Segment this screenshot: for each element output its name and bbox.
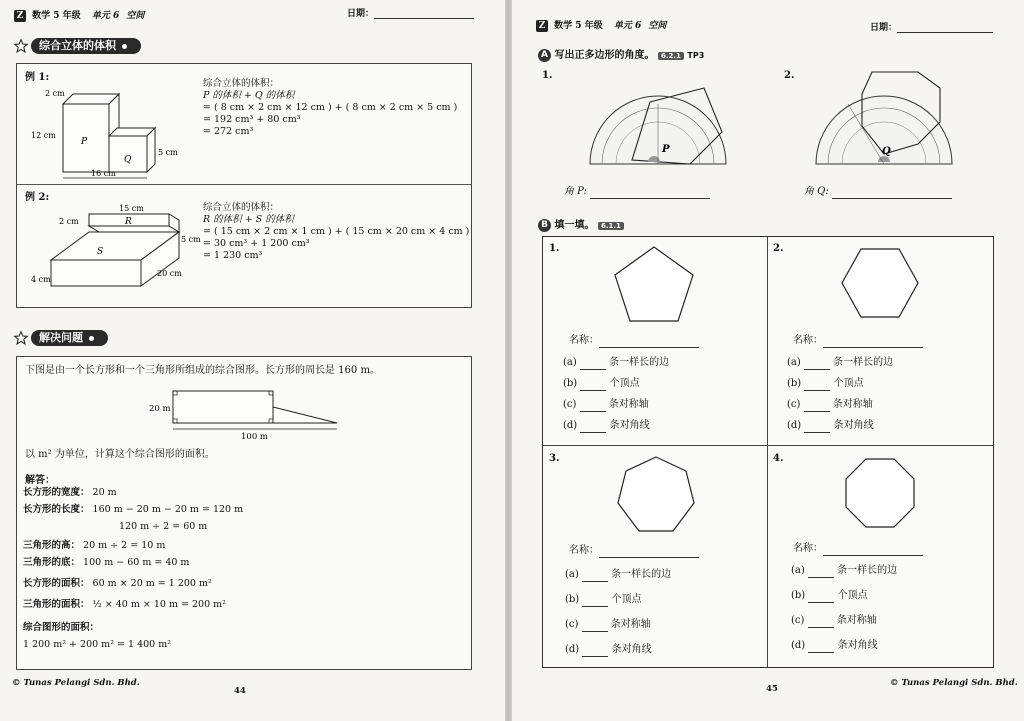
dim-ex2-b: 15 cm (119, 204, 144, 213)
answer-step: 长方形的长度： 160 m − 20 m − 20 m = 120 m (23, 504, 244, 515)
answer-row[interactable]: (d) 条对角线 (563, 420, 650, 431)
label-r: R (125, 217, 132, 227)
answer-label: 解答： (25, 475, 55, 486)
section-title-text: 解决问题 (39, 331, 83, 344)
fill-in-grid (542, 236, 994, 668)
working-line: = ( 8 cm × 2 cm × 12 cm ) + ( 8 cm × 2 cm × 5 cm ) (203, 101, 458, 113)
label-q: Q (124, 155, 132, 165)
answer-rows (791, 565, 897, 665)
answer-rows (787, 357, 893, 441)
answer-row[interactable]: (a) 条一样长的边 (791, 565, 898, 576)
grid-cell-heptagon (543, 445, 767, 667)
example-1-label: 例 1: (25, 72, 50, 83)
label-s: S (97, 247, 104, 257)
shape-name-field[interactable]: 名称： (569, 545, 699, 558)
section-title-problem (14, 330, 108, 346)
answer-step: 1 200 m² + 200 m² = 1 400 m² (23, 639, 172, 650)
dim-ex1-a: 2 cm (45, 89, 65, 98)
header-unit-name: 空间 (126, 11, 145, 21)
dim-ex1-c: 5 cm (158, 148, 178, 157)
dim-ex2-d: 4 cm (31, 275, 51, 284)
fig-width: 100 m (241, 432, 268, 442)
answer-row[interactable]: (b) 个顶点 (565, 594, 642, 605)
working-line: P 的体积 + Q 的体积 (203, 89, 295, 101)
working-line: 综合立体的体积： (203, 78, 280, 89)
angle-p-answer[interactable]: 角 P: (564, 186, 710, 199)
hexagon-shape (835, 243, 925, 327)
answer-row[interactable]: (d) 条对角线 (787, 420, 874, 431)
section-a-title (538, 46, 704, 62)
example-2-figure (27, 202, 201, 302)
answer-step: 三角形的面积： ½ × 40 m × 10 m = 200 m² (23, 599, 226, 610)
copyright: © Tunas Pelangi Sdn. Bhd. (890, 678, 1018, 688)
dim-ex2-a: 2 cm (59, 217, 79, 226)
label-p: P (81, 137, 88, 147)
page-header (14, 8, 144, 22)
example-2-working (203, 202, 469, 261)
shape-name-field[interactable]: 名称： (569, 335, 699, 348)
heptagon-shape (611, 453, 701, 539)
page-number: 44 (234, 686, 246, 696)
left-page (0, 0, 505, 721)
skill-tag: 6.2.1 (658, 52, 684, 60)
examples-box (16, 63, 472, 308)
star-icon (14, 331, 28, 345)
section-title-text: 综合立体的体积 (39, 39, 116, 52)
answer-row[interactable]: (d) 条对角线 (791, 640, 878, 651)
answer-row[interactable]: (b) 个顶点 (787, 378, 864, 389)
section-a-text: 写出正多边形的角度。 (554, 50, 655, 61)
copyright: © Tunas Pelangi Sdn. Bhd. (12, 678, 140, 688)
cell-number: 1. (549, 243, 560, 254)
publisher-logo: Z (536, 20, 548, 32)
answer-row[interactable]: (a) 条一样长的边 (565, 569, 672, 580)
octagon-shape (835, 453, 925, 539)
example-1-working (203, 78, 457, 137)
answer-step: 三角形的底： 100 m − 60 m = 40 m (23, 557, 190, 568)
answer-step: 三角形的高： 20 m ÷ 2 = 10 m (23, 540, 166, 551)
pentagon-shape (609, 243, 699, 327)
dim-ex2-e: 20 cm (157, 269, 182, 278)
tp-level: TP3 (687, 51, 705, 60)
skill-tag: 6.1.1 (598, 222, 624, 230)
problem-box (16, 356, 472, 670)
date-label: 日期： (870, 20, 993, 33)
working-line: R 的体积 + S 的体积 (203, 213, 294, 225)
answer-row[interactable]: (b) 个顶点 (563, 378, 640, 389)
cell-number: 4. (773, 453, 784, 464)
answer-step: 综合图形的面积： (23, 622, 100, 633)
header-title: 数学 5 年级 (32, 11, 81, 21)
answer-step: 120 m ÷ 2 = 60 m (119, 521, 208, 532)
working-line: = 272 cm³ (203, 125, 254, 137)
dim-ex2-c: 5 cm (181, 235, 201, 244)
vertex-p: P (662, 144, 670, 155)
answer-row[interactable]: (c) 条对称轴 (791, 615, 877, 626)
grid-cell-pentagon (543, 237, 767, 445)
shape-name-field[interactable]: 名称： (793, 335, 923, 348)
answer-row[interactable]: (c) 条对称轴 (565, 619, 651, 630)
example-1-figure (31, 82, 187, 182)
working-line: = ( 15 cm × 2 cm × 1 cm ) + ( 15 cm × 20 cm × 4 cm ) (203, 225, 470, 237)
working-line: = 1 230 cm³ (203, 249, 263, 261)
right-page (512, 0, 1024, 721)
date-label: 日期： (347, 6, 474, 19)
answer-step: 长方形的宽度： 20 m (23, 487, 117, 498)
answer-steps (23, 487, 243, 656)
divider (17, 184, 471, 185)
fig-height: 20 m (149, 404, 171, 414)
publisher-logo: Z (14, 10, 26, 22)
dim-ex1-d: 16 cm (91, 169, 116, 178)
answer-row[interactable]: (a) 条一样长的边 (787, 357, 894, 368)
header-unit: 单元 6 (613, 21, 642, 31)
section-b-title (538, 216, 624, 232)
section-letter-b: B (538, 219, 551, 232)
answer-row[interactable]: (c) 条对称轴 (563, 399, 649, 410)
example-2-label: 例 2: (25, 192, 50, 203)
shape-name-field[interactable]: 名称： (793, 543, 923, 556)
section-title-volume (14, 38, 141, 54)
answer-rows (563, 357, 669, 441)
working-line: = 30 cm³ + 1 200 cm³ (203, 237, 310, 249)
cell-number: 3. (549, 453, 560, 464)
answer-row[interactable]: (d) 条对角线 (565, 644, 652, 655)
section-b-text: 填一填。 (554, 220, 595, 231)
grid-cell-octagon (767, 445, 993, 667)
problem-question: 下图是由一个长方形和一个三角形所组成的综合图形。长方形的周长是 160 m。 (25, 365, 380, 376)
answer-row[interactable]: (a) 条一样长的边 (563, 357, 670, 368)
working-line: 综合立体的体积： (203, 202, 280, 213)
answer-row[interactable]: (b) 个顶点 (791, 590, 868, 601)
answer-step: 长方形的面积： 60 m × 20 m = 1 200 m² (23, 578, 212, 589)
item-number: 2. (784, 70, 795, 81)
problem-ask: 以 m² 为单位，计算这个综合图形的面积。 (25, 449, 215, 460)
header-unit-name: 空间 (648, 21, 667, 31)
grid-cell-hexagon (767, 237, 993, 445)
answer-rows (565, 569, 671, 669)
star-icon (14, 39, 28, 53)
page-header (536, 18, 666, 32)
answer-row[interactable]: (c) 条对称轴 (787, 399, 873, 410)
header-unit: 单元 6 (91, 11, 120, 21)
book-gutter (505, 0, 512, 721)
dim-ex1-b: 12 cm (31, 131, 56, 140)
section-letter-a: A (538, 49, 551, 62)
protractor-figure-q (808, 64, 958, 174)
angle-q-answer[interactable]: 角 Q: (804, 186, 952, 199)
cell-number: 2. (773, 243, 784, 254)
working-line: = 192 cm³ + 80 cm³ (203, 113, 301, 125)
problem-figure (137, 383, 367, 443)
vertex-q: Q (882, 146, 891, 157)
item-number: 1. (542, 70, 553, 81)
page-number: 45 (766, 684, 778, 694)
protractor-figure-p (572, 64, 742, 174)
header-title: 数学 5 年级 (554, 21, 603, 31)
